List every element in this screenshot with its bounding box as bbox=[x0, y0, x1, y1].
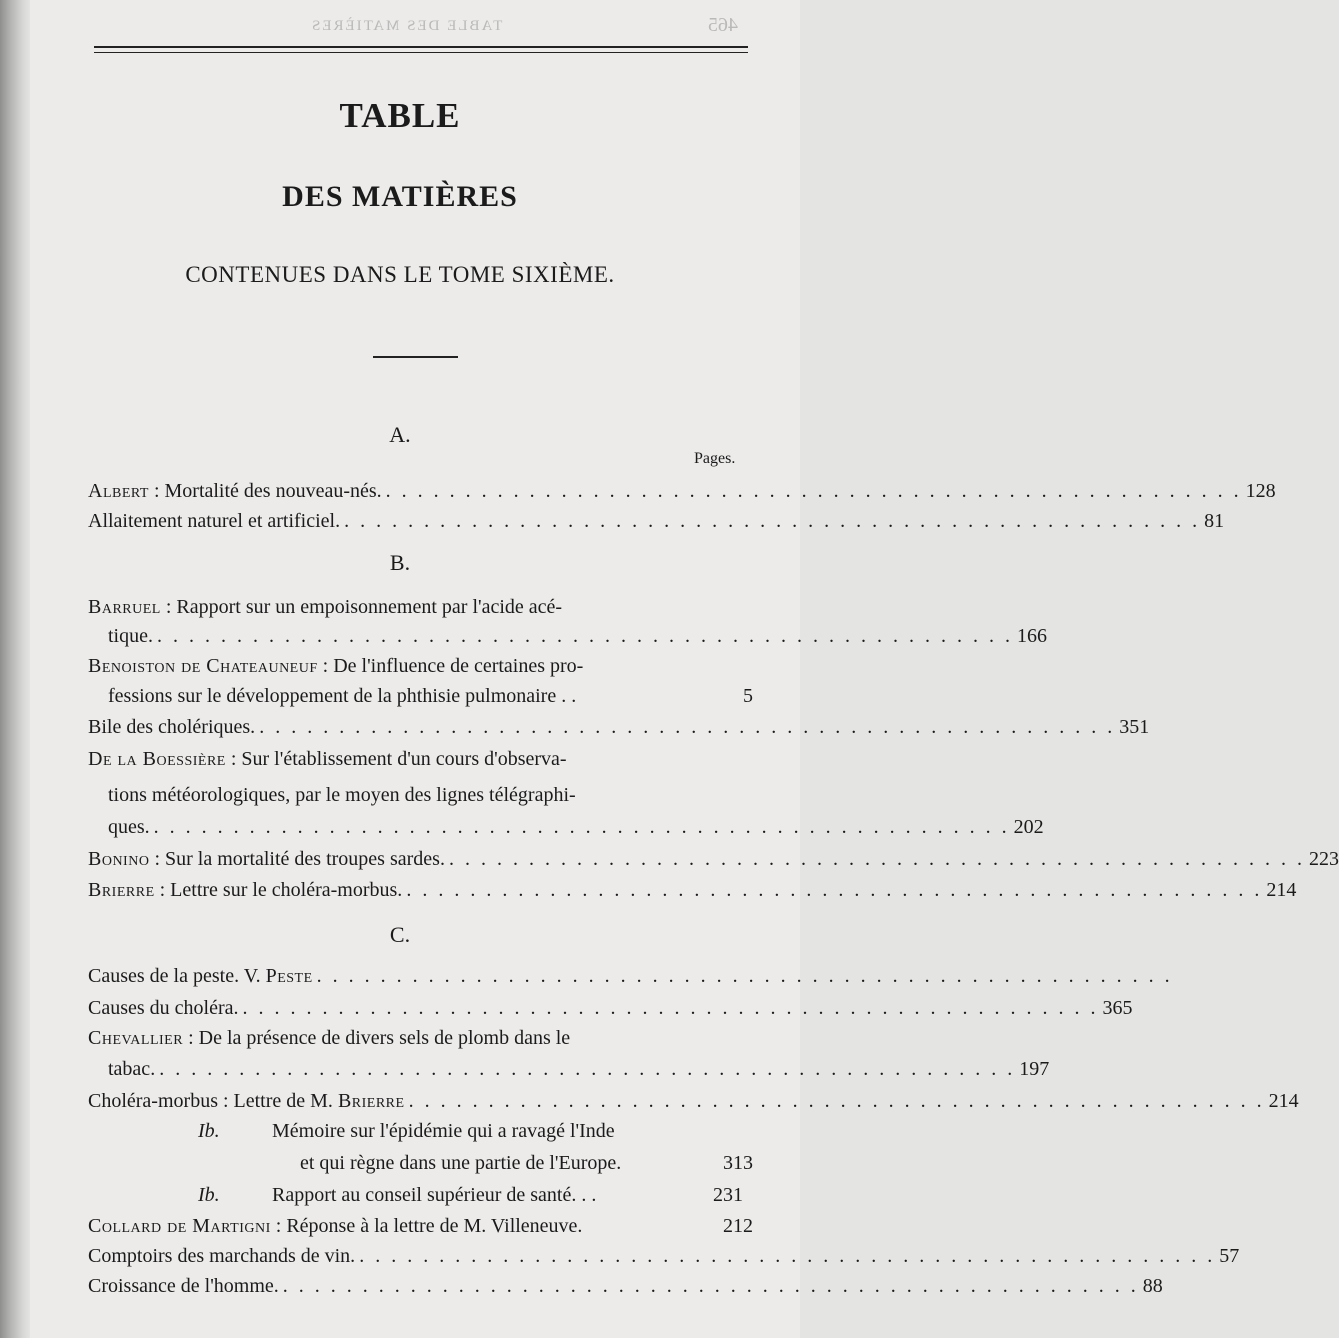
entry-page: 197 bbox=[1019, 1058, 1050, 1080]
entry-text: Allaitement naturel et artificiel. bbox=[88, 510, 341, 532]
leader-dots: . . . . . . . . . . . . . . . . . . . . . . . . . . . . . . . . . . . . . . . . . . . . . . . . . . . . . . bbox=[316, 965, 1173, 987]
entry-text: tions météorologiques, par le moyen des lignes télégraphi- bbox=[108, 784, 576, 806]
entry-page: 57 bbox=[1219, 1245, 1240, 1267]
entry-text: : Lettre sur le choléra-morbus. bbox=[154, 879, 403, 901]
entry-page: 212 bbox=[723, 1215, 753, 1237]
index-entry bbox=[88, 1243, 1240, 1269]
entry-text: Bile des cholériques. bbox=[88, 716, 256, 738]
leader-dots: . . . . . . . . . . . . . . . . . . . . . . . . . . . . . . . . . . . . . . . . . . . . . . . . . . . . . . bbox=[359, 1245, 1216, 1267]
entry-page: 223 bbox=[1308, 848, 1339, 870]
entry-text: : Sur l'établissement d'un cours d'observa- bbox=[225, 748, 567, 770]
entry-page: 88 bbox=[1142, 1275, 1163, 1297]
index-entry bbox=[88, 746, 567, 772]
leader-dots: . . . . . . . . . . . . . . . . . . . . . . . . . . . . . . . . . . . . . . . . . . . . . . . . . . . . . . bbox=[259, 716, 1116, 738]
entry-page: 313 bbox=[723, 1152, 753, 1174]
index-entry-continuation bbox=[108, 683, 753, 709]
leader-dots: . . . . . . . . . . . . . . . . . . . . . . . . . . . . . . . . . . . . . . . . . . . . . . . . . . . . . . bbox=[157, 625, 1013, 647]
entry-text: : De la présence de divers sels de plomb dans le bbox=[183, 1027, 571, 1049]
index-entry bbox=[88, 478, 1276, 504]
page-title: TABLE bbox=[339, 96, 461, 135]
entry-text: Mémoire sur l'épidémie qui a ravagé l'Inde bbox=[272, 1120, 615, 1142]
index-entry-continuation bbox=[108, 623, 1047, 649]
index-entry bbox=[88, 846, 1339, 872]
page-subtitle: DES MATIÈRES bbox=[282, 180, 518, 213]
ibidem-marker: Ib. bbox=[198, 1120, 220, 1142]
entry-author: Albert bbox=[88, 480, 149, 502]
index-entry bbox=[88, 594, 562, 620]
pages-label: Pages. bbox=[694, 450, 736, 467]
entry-text: : Réponse à la lettre de M. Villeneuve. bbox=[270, 1215, 583, 1237]
entry-page: 5 bbox=[743, 685, 753, 707]
entry-text: : Rapport sur un empoisonnement par l'acide acé- bbox=[160, 596, 563, 618]
entry-text: fessions sur le développement de la phthisie pulmonaire . . bbox=[108, 685, 577, 707]
leader-dots: . . . . . . . . . . . . . . . . . . . . . . . . . . . . . . . . . . . . . . . . . . . . . . . . . . . . . . bbox=[159, 1058, 1016, 1080]
entry-author: Chevallier bbox=[88, 1027, 184, 1049]
index-entry bbox=[88, 508, 1225, 534]
index-entry bbox=[88, 1213, 753, 1239]
entry-author: Brierre bbox=[88, 879, 155, 901]
entry-page: 166 bbox=[1017, 625, 1047, 647]
leader-dots: . . . . . . . . . . . . . . . . . . . . . . . . . . . . . . . . . . . . . . . . . . . . . . . . . . . . . . bbox=[408, 1090, 1265, 1112]
entry-text: Causes du choléra. bbox=[88, 997, 239, 1019]
entry-page: 351 bbox=[1119, 716, 1150, 738]
entry-reference: Brierre bbox=[337, 1090, 405, 1112]
index-entry bbox=[88, 1273, 1163, 1299]
entry-page: 202 bbox=[1013, 816, 1044, 838]
entry-page: 214 bbox=[1266, 879, 1297, 901]
double-rule bbox=[94, 46, 748, 53]
entry-author: Collard de Martigni bbox=[88, 1215, 271, 1237]
running-head: TABLE DES MATIÈRES bbox=[310, 18, 503, 34]
page-subtitle-2: CONTENUES DANS LE TOME SIXIÈME. bbox=[185, 262, 615, 287]
section-letter-b: B. bbox=[389, 550, 411, 575]
leader-dots: . . . . . . . . . . . . . . . . . . . . . . . . . . . . . . . . . . . . . . . . . . . . . . . . . . . . . . bbox=[344, 510, 1201, 532]
entry-text: Choléra-morbus : Lettre de M. bbox=[88, 1090, 338, 1112]
index-entry bbox=[88, 714, 1150, 740]
leader-dots: . . . . . . . . . . . . . . . . . . . . . . . . . . . . . . . . . . . . . . . . . . . . . . . . . . . . . . bbox=[153, 816, 1010, 838]
entry-author: Benoiston de Chateauneuf bbox=[88, 655, 318, 677]
index-entry bbox=[88, 877, 1297, 903]
entry-text: tabac. bbox=[108, 1058, 156, 1080]
entry-text: Causes de la peste. V. bbox=[88, 965, 266, 987]
section-letter-c: C. bbox=[389, 922, 411, 947]
leader-dots: . . . . . . . . . . . . . . . . . . . . . . . . . . . . . . . . . . . . . . . . . . . . . . . . . . . . . . bbox=[282, 1275, 1139, 1297]
ibidem-marker: Ib. bbox=[198, 1184, 220, 1206]
leader-dots: . . . . . . . . . . . . . . . . . . . . . . . . . . . . . . . . . . . . . . . . . . . . . . . . . . . . . . bbox=[406, 879, 1263, 901]
section-letter-a: A. bbox=[389, 422, 411, 447]
entry-text: Rapport au conseil supérieur de santé. . . bbox=[272, 1184, 597, 1206]
short-rule bbox=[373, 356, 458, 358]
entry-text: et qui règne dans une partie de l'Europe. bbox=[300, 1152, 622, 1174]
page-number: 465 bbox=[708, 14, 738, 36]
index-entry bbox=[88, 963, 1173, 989]
index-entry bbox=[88, 995, 1133, 1021]
entry-author: Barruel bbox=[88, 596, 161, 618]
leader-dots: . . . . . . . . . . . . . . . . . . . . . . . . . . . . . . . . . . . . . . . . . . . . . . . . . . . . . . bbox=[385, 480, 1242, 502]
entry-text: Comptoirs des marchands de vin. bbox=[88, 1245, 356, 1267]
entry-text: : De l'influence de certaines pro- bbox=[317, 655, 584, 677]
entry-reference: Peste bbox=[265, 965, 313, 987]
entry-text: Croissance de l'homme. bbox=[88, 1275, 279, 1297]
entry-page: 81 bbox=[1204, 510, 1225, 532]
entry-author: Bonino bbox=[88, 848, 150, 870]
leader-dots: . . . . . . . . . . . . . . . . . . . . . . . . . . . . . . . . . . . . . . . . . . . . . . . . . . . . . . bbox=[242, 997, 1099, 1019]
index-entry bbox=[88, 1025, 570, 1051]
entry-text: : Sur la mortalité des troupes sardes. bbox=[149, 848, 445, 870]
index-entry-continuation bbox=[300, 1150, 753, 1176]
index-entry-continuation bbox=[108, 814, 1044, 840]
entry-page: 214 bbox=[1268, 1090, 1299, 1112]
entry-page: 231 bbox=[713, 1184, 743, 1206]
leader-dots: . . . . . . . . . . . . . . . . . . . . . . . . . . . . . . . . . . . . . . . . . . . . . . . . . . . . . . bbox=[448, 848, 1305, 870]
entry-page: 365 bbox=[1102, 997, 1133, 1019]
index-entry-continuation bbox=[108, 782, 576, 808]
entry-text: ques. bbox=[108, 816, 150, 838]
entry-text: tique. bbox=[108, 625, 153, 647]
entry-page: 128 bbox=[1245, 480, 1276, 502]
entry-author: De la Boessière bbox=[88, 748, 226, 770]
index-entry-continuation bbox=[108, 1056, 1050, 1082]
index-entry bbox=[88, 1088, 1299, 1114]
index-entry bbox=[88, 653, 583, 679]
entry-text: : Mortalité des nouveau-nés. bbox=[148, 480, 382, 502]
